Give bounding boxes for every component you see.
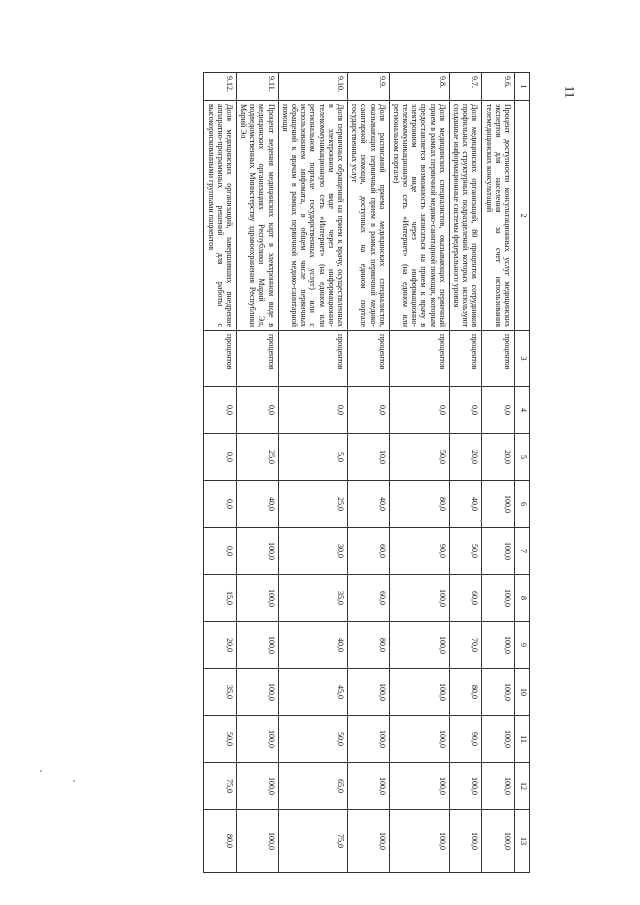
column-header: 5 xyxy=(515,434,530,481)
row-unit: процентов xyxy=(278,331,347,387)
row-value: 0,0 xyxy=(204,481,237,528)
row-value: 100,0 xyxy=(482,669,515,716)
table-container xyxy=(100,72,530,872)
column-header: 10 xyxy=(515,669,530,716)
row-value: 15,0 xyxy=(204,575,237,622)
column-header: 9 xyxy=(515,622,530,669)
row-value: 100,0 xyxy=(236,669,278,716)
row-value: 100,0 xyxy=(389,575,449,622)
row-description: Процент доступности консультационных услуг медицинских экспертов для населения за счет использования телемедицинских консультаций xyxy=(482,101,515,331)
row-value: 30,0 xyxy=(278,528,347,575)
rotated-table-frame xyxy=(100,72,530,872)
row-value: 100,0 xyxy=(389,763,449,810)
row-value: 100,0 xyxy=(348,810,390,873)
row-value: 50,0 xyxy=(278,716,347,763)
row-unit: процентов xyxy=(348,331,390,387)
row-code: 9.6. xyxy=(482,73,515,101)
row-value: 100,0 xyxy=(236,575,278,622)
row-unit: процентов xyxy=(389,331,449,387)
row-value: 100,0 xyxy=(482,528,515,575)
row-value: 0,0 xyxy=(204,528,237,575)
row-value: 0,0 xyxy=(204,387,237,434)
row-value: 100,0 xyxy=(389,810,449,873)
row-value: 100,0 xyxy=(236,622,278,669)
row-value: 20,0 xyxy=(204,622,237,669)
row-unit: процентов xyxy=(482,331,515,387)
row-value: 0,0 xyxy=(278,387,347,434)
row-value: 0,0 xyxy=(389,387,449,434)
row-value: 65,0 xyxy=(278,763,347,810)
row-value: 0,0 xyxy=(204,434,237,481)
header-row xyxy=(515,73,530,873)
row-value: 100,0 xyxy=(236,528,278,575)
row-value: 0,0 xyxy=(449,387,482,434)
column-header: 12 xyxy=(515,763,530,810)
row-unit: процентов xyxy=(449,331,482,387)
table-row xyxy=(278,73,347,873)
row-value: 100,0 xyxy=(389,622,449,669)
row-value: 0,0 xyxy=(236,387,278,434)
table-row xyxy=(348,73,390,873)
table-row xyxy=(204,73,237,873)
row-value: 100,0 xyxy=(236,810,278,873)
row-value: 100,0 xyxy=(389,669,449,716)
column-header: 4 xyxy=(515,387,530,434)
row-value: 100,0 xyxy=(348,716,390,763)
row-value: 40,0 xyxy=(449,481,482,528)
row-code: 9.9. xyxy=(348,73,390,101)
row-value: 40,0 xyxy=(278,622,347,669)
row-code: 9.8. xyxy=(389,73,449,101)
row-value: 100,0 xyxy=(482,575,515,622)
row-code: 9.7. xyxy=(449,73,482,101)
row-value: 40,0 xyxy=(236,481,278,528)
row-value: 50,0 xyxy=(389,434,449,481)
row-value: 75,0 xyxy=(204,763,237,810)
row-value: 20,0 xyxy=(482,434,515,481)
row-description: Доля медицинских организаций, завершивших внедрение аппаратно-программных решений для работы с высокорискованными группами пациентов xyxy=(204,101,237,331)
row-value: 80,0 xyxy=(204,810,237,873)
scan-speck xyxy=(480,520,482,522)
row-unit: процентов xyxy=(236,331,278,387)
row-value: 80,0 xyxy=(389,481,449,528)
row-value: 100,0 xyxy=(389,716,449,763)
row-value: 10,0 xyxy=(348,434,390,481)
row-value: 90,0 xyxy=(389,528,449,575)
scan-speck xyxy=(40,770,42,772)
row-value: 90,0 xyxy=(449,716,482,763)
row-value: 40,0 xyxy=(348,481,390,528)
row-value: 5,0 xyxy=(278,434,347,481)
row-value: 100,0 xyxy=(348,763,390,810)
row-value: 35,0 xyxy=(278,575,347,622)
column-header: 8 xyxy=(515,575,530,622)
row-code: 9.10. xyxy=(278,73,347,101)
row-unit: процентов xyxy=(204,331,237,387)
row-code: 9.11. xyxy=(236,73,278,101)
row-value: 100,0 xyxy=(482,763,515,810)
row-description: Доля медицинских организаций, 80 процентов сотрудников профильных структурных подразделений которых используют созданные информационные системы федерального уровня xyxy=(449,101,482,331)
table-row xyxy=(482,73,515,873)
row-value: 60,0 xyxy=(449,575,482,622)
row-value: 80,0 xyxy=(348,622,390,669)
row-value: 100,0 xyxy=(236,763,278,810)
column-header: 6 xyxy=(515,481,530,528)
table-body xyxy=(204,73,515,873)
row-value: 0,0 xyxy=(348,387,390,434)
column-header: 1 xyxy=(515,73,530,101)
row-value: 100,0 xyxy=(348,669,390,716)
row-value: 100,0 xyxy=(482,810,515,873)
row-code: 9.12. xyxy=(204,73,237,101)
column-header: 13 xyxy=(515,810,530,873)
row-value: 60,0 xyxy=(348,528,390,575)
row-description: Доля медицинских специалистов, оказывающих первичный прием в рамках первичной медико-санитарной помощи, которым предоставляется возможность записаться на прием к врачу в электронном виде через информационно-телекоммуникационную сеть «Интернет» (на едином или региональном портале) xyxy=(389,101,449,331)
table-header xyxy=(515,73,530,873)
row-value: 20,0 xyxy=(449,434,482,481)
row-description: Доля первичных обращений на прием к врачу, осуществленных в электронном виде через информационно-телекоммуникационную сеть «Интернет» (на едином или региональном портале государственных услуг) или с использованием инфомата, в общем числе первичных обращений к врачам в рамках первичной медико-санитарной помощи xyxy=(278,101,347,331)
row-value: 100,0 xyxy=(449,763,482,810)
column-header: 7 xyxy=(515,528,530,575)
indicators-table xyxy=(203,72,530,873)
row-value: 100,0 xyxy=(482,622,515,669)
row-value: 25,0 xyxy=(278,481,347,528)
scan-speck xyxy=(73,780,75,782)
row-description: Процент ведения медицинских карт в электронном виде в медицинских организациях Республики Марий Эл, подведомственных Министерству здравоохранения Республики Марий Эл xyxy=(236,101,278,331)
row-value: 35,0 xyxy=(204,669,237,716)
row-value: 100,0 xyxy=(236,716,278,763)
row-value: 100,0 xyxy=(482,481,515,528)
row-description: Доля расписаний приема медицинских специалистов, оказывающих первичный прием в рамках первичной медико-санитарной помощи, доступных на едином портале государственных услуг xyxy=(348,101,390,331)
table-row xyxy=(389,73,449,873)
row-value: 0,0 xyxy=(482,387,515,434)
table-row xyxy=(236,73,278,873)
row-value: 100,0 xyxy=(482,716,515,763)
row-value: 45,0 xyxy=(278,669,347,716)
row-value: 50,0 xyxy=(204,716,237,763)
row-value: 50,0 xyxy=(449,528,482,575)
row-value: 100,0 xyxy=(449,810,482,873)
column-header: 2 xyxy=(515,101,530,331)
row-value: 25,0 xyxy=(236,434,278,481)
page-number: 11 xyxy=(562,85,578,99)
row-value: 70,0 xyxy=(449,622,482,669)
row-value: 80,0 xyxy=(449,669,482,716)
column-header: 3 xyxy=(515,331,530,387)
column-header: 11 xyxy=(515,716,530,763)
table-row xyxy=(449,73,482,873)
row-value: 75,0 xyxy=(278,810,347,873)
row-value: 60,0 xyxy=(348,575,390,622)
